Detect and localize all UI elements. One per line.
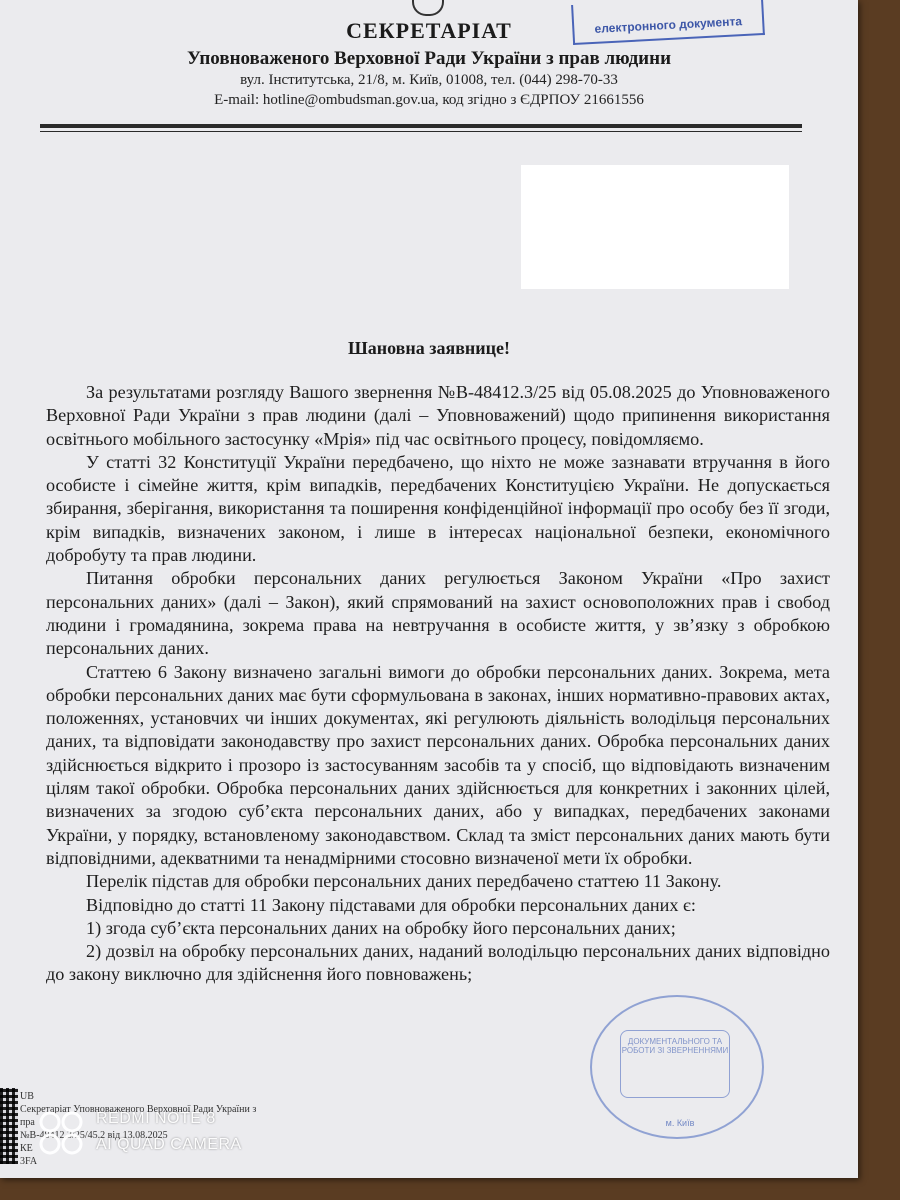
registration-stamp-text: електронного документа	[594, 14, 743, 36]
paragraph-article-6: Статтею 6 Закону визначено загальні вимоги до обробки персональних даних. Зокрема, мета обробки персональних даних має бути сформульована в законах, інших нормативно-правових актах, положеннях, установчих чи інших документах, які регулюють діяльність володільця персональних даних, та відповідати законодавству про захист персональних даних. Обробка персональних даних здійснюється відкрито і прозоро із застосуванням засобів та у спосіб, що відповідають визначеним цілям такої обробки. Обробка персональних даних здійснюється для конкретних і законних цілей, визначених за згодою суб’єкта персональних даних, або у випадках, передбачених законами України, у порядку, встановленому законодавством. Склад та зміст персональних даних мають бути відповідними, адекватними та ненадмірними стосовно визначеної мети їх обробки.	[46, 661, 830, 868]
camera-watermark-icon	[38, 1110, 86, 1156]
salutation: Шановна заявнице!	[347, 338, 511, 358]
footer-line: 3FA	[20, 1156, 38, 1167]
official-seal-center	[620, 1030, 730, 1098]
redacted-recipient-block	[521, 165, 789, 289]
camera-watermark-caption: AI QUAD CAMERA	[96, 1136, 242, 1153]
paragraph-article-11: Перелік підстав для обробки персональних даних передбачено статтею 11 Закону.	[86, 871, 722, 892]
list-item-permission: 2) дозвіл на обробку персональних даних, наданий володільцю персональних даних відповідно до закону виключно для здійснення його повноважень;	[46, 941, 830, 985]
footer-line: КЕ	[20, 1143, 33, 1154]
camera-watermark-model: REDMI NOTE 8	[96, 1110, 216, 1127]
footer-line: №В-48412.3/25/45.2 від 13.08.2025	[20, 1130, 168, 1141]
table-surface-bottom	[0, 1178, 900, 1200]
paragraph-intro: За результатами розгляду Вашого звернення №В-48412.3/25 від 05.08.2025 до Уповноваженого Верховної Ради України з прав людини (далі – Уповноважений) щодо припинення використання освітнього мобільного застосунку «Мрія» під час освітнього процесу, повідомляємо.	[46, 382, 830, 449]
letterhead-address: вул. Інститутська, 21/8, м. Київ, 01008, тел. (044) 298-70-33	[240, 72, 618, 88]
paragraph-grounds: Відповідно до статті 11 Закону підставами для обробки персональних даних є:	[86, 894, 696, 915]
paragraph-constitution: У статті 32 Конституції України передбачено, що ніхто не може зазнавати втручання в його особисте і сімейне життя, крім випадків, передбачених Конституцією України. Не допускається збирання, зберігання, використання та поширення конфіденційної інформації про особу без її згоди, крім випадків, визначених законом, і лише в інтересах національної безпеки, економічного добробуту та прав людини.	[46, 451, 830, 566]
seal-inner-text: ДОКУМЕНТАЛЬНОГО ТА РОБОТИ ЗІ ЗВЕРНЕННЯМИ	[621, 1037, 729, 1055]
letterhead-organization: Уповноваженого Верховної Ради України з прав людини	[186, 48, 672, 69]
letterhead-title: СЕКРЕТАРІАТ	[346, 18, 512, 43]
list-item-consent: 1) згода суб’єкта персональних даних на обробку його персональних даних;	[86, 917, 676, 938]
footer-line: UB	[20, 1091, 34, 1102]
table-surface	[858, 0, 900, 1200]
seal-city: м. Київ	[665, 1118, 695, 1128]
letterhead-divider	[40, 124, 802, 128]
letterhead-email: E-mail: hotline@ombudsman.gov.ua, код згідно з ЄДРПОУ 21661556	[214, 92, 644, 108]
document-qr-code	[0, 1088, 18, 1164]
footer-line: пра	[20, 1117, 35, 1128]
letter-body	[46, 381, 830, 987]
paragraph-law: Питання обробки персональних даних регулюється Законом України «Про захист персональних даних» (далі – Закон), який спрямований на захист основоположних прав і свобод людини і громадянина, зокрема права на невтручання в особисте життя, у зв’язку з обробкою персональних даних.	[46, 568, 830, 659]
letterhead-divider-thin	[40, 131, 802, 132]
footer-line: Секретаріат Уповноваженого Верховної Ради України з	[20, 1104, 257, 1115]
